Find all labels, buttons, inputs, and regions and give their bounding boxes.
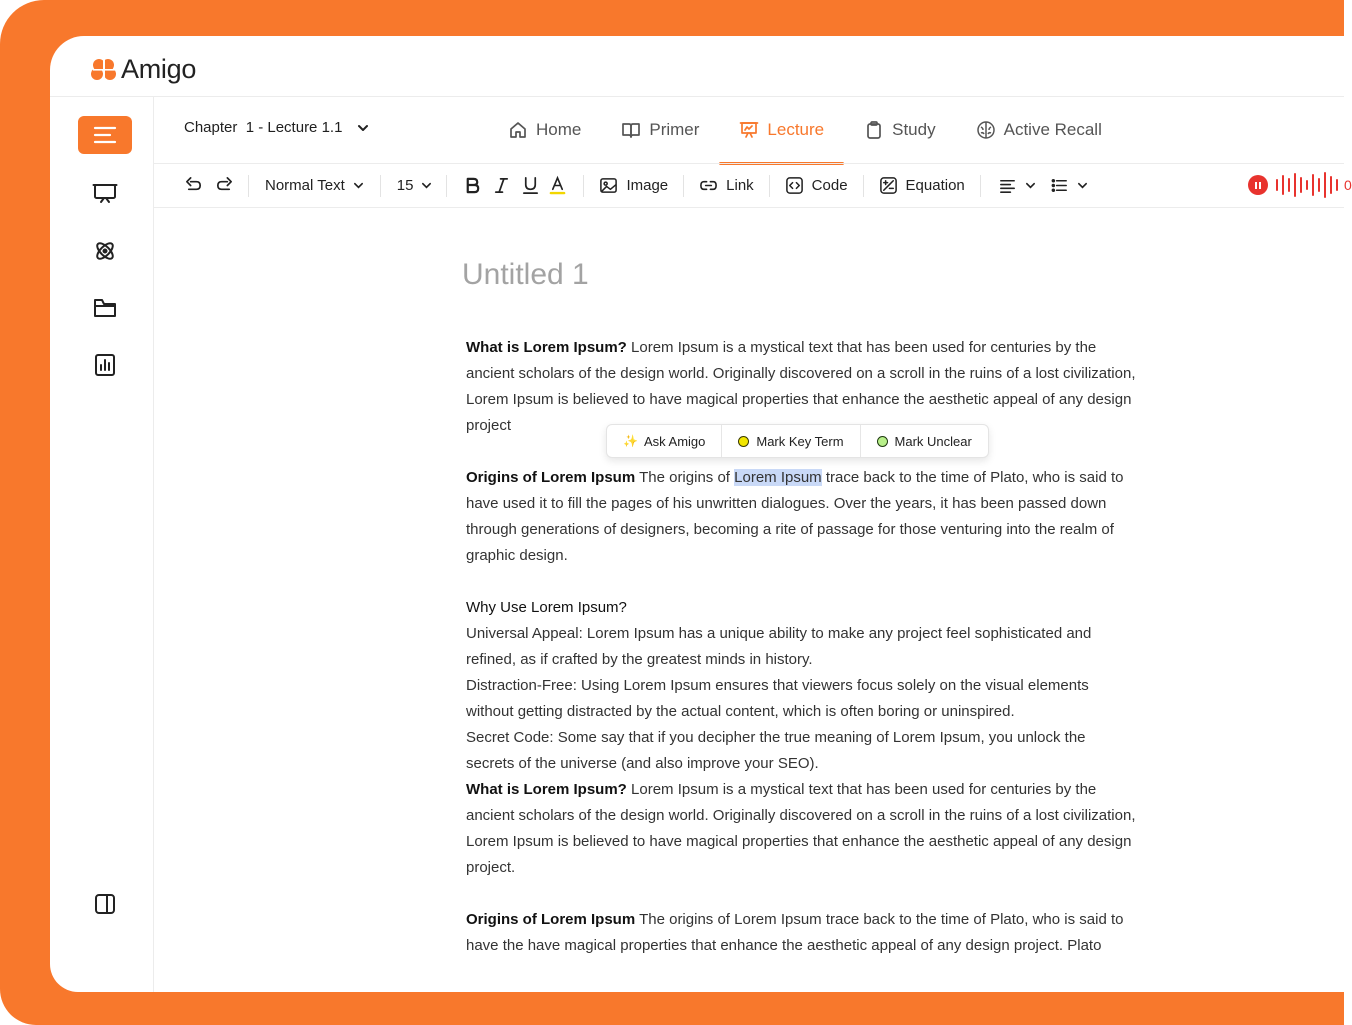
link-label: Link (726, 177, 754, 194)
image-label: Image (626, 177, 669, 194)
chart-icon (92, 352, 118, 378)
section-heading: Why Use Lorem Ipsum? (466, 599, 627, 616)
text-style-dropdown[interactable] (265, 177, 364, 194)
document-title[interactable]: Untitled 1 (462, 258, 589, 291)
paragraph-line: Universal Appeal: Lorem Ipsum has a unique ability to make any project feel sophisticated and refined, as if crafted by the greatest minds in history. (466, 625, 1092, 668)
toolbar-divider (863, 175, 864, 197)
mark-key-term-button[interactable] (721, 425, 859, 457)
paragraph-text: The origins of (635, 469, 735, 486)
bold-button[interactable] (463, 176, 482, 195)
equation-icon (879, 176, 898, 195)
mark-unclear-label: Mark Unclear (894, 433, 972, 449)
main-tabs (488, 96, 1122, 163)
code-icon (785, 176, 804, 195)
link-icon (699, 176, 718, 195)
toolbar-divider (380, 175, 381, 197)
selected-text[interactable]: Lorem Ipsum (734, 469, 822, 486)
sidebar-concepts-button[interactable] (78, 232, 132, 270)
paragraph-heading: Origins of Lorem Ipsum (466, 911, 636, 928)
tab-study[interactable] (844, 96, 955, 163)
chevron-down-icon (353, 180, 364, 191)
image-icon (599, 176, 618, 195)
bold-icon (463, 176, 482, 195)
audio-waveform (1276, 172, 1342, 198)
chevron-down-icon (356, 121, 370, 135)
font-size-value: 15 (396, 177, 414, 194)
key-term-dot-icon (738, 436, 749, 447)
code-label: Code (811, 177, 848, 194)
logo-text: Amigo (121, 54, 197, 84)
paragraph-line: Distraction-Free: Using Lorem Ipsum ensures that viewers focus solely on the visual elements without getting distracted by the actual content, which is often boring or uninspired. (466, 677, 1089, 720)
equation-label: Equation (905, 177, 965, 194)
chevron-down-icon (1077, 180, 1088, 191)
align-dropdown[interactable] (998, 176, 1036, 195)
menu-lines-icon (92, 122, 118, 148)
undo-icon (184, 176, 203, 195)
recording-time: 0 (1344, 177, 1352, 193)
book-icon (621, 120, 641, 140)
sidebar-folder-button[interactable] (78, 289, 132, 327)
tab-home-label: Home (536, 119, 582, 139)
paragraph-text: Lorem Ipsum is a mystical text that has been used for centuries by the ancient scholars of the design world. Originally discovered on a scroll in the ruins of a lost civilization, Lorem Ipsum is believed to have magical properties that enhance the aesthetic appeal of any design project (466, 339, 1136, 434)
tab-lecture-label: Lecture (767, 119, 825, 139)
italic-button[interactable] (492, 176, 511, 195)
redo-icon (215, 176, 234, 195)
pause-recording-button[interactable] (1248, 175, 1268, 195)
folder-icon (92, 295, 118, 321)
sidebar-lecture-button[interactable] (78, 175, 132, 213)
chevron-down-icon (1025, 180, 1036, 191)
list-dropdown[interactable] (1050, 176, 1088, 195)
tab-home[interactable] (488, 96, 601, 163)
paragraph (466, 465, 1138, 569)
brain-logo-icon (90, 57, 118, 83)
insert-link-button[interactable] (699, 176, 754, 195)
unclear-dot-icon (877, 436, 888, 447)
editor-toolbar (154, 163, 1352, 208)
insert-image-button[interactable] (599, 176, 668, 195)
toolbar-divider (980, 175, 981, 197)
sparkle-icon: ✨ (623, 434, 638, 448)
tab-active-recall-label: Active Recall (1003, 119, 1102, 139)
chapter-label: Chapter 1 - Lecture 1.1 (184, 119, 343, 136)
paragraph-text: trace back to the time of Plato, who is said to have used it to fill the pages of his unwritten dialogues. Over the years, it has been passed down through generations of designers, becoming a rite of passage for those venturing into the realm of graphic design. (466, 469, 1124, 564)
bullet-list-icon (1050, 176, 1069, 195)
ask-amigo-button[interactable] (607, 425, 721, 457)
toolbar-divider (583, 175, 584, 197)
tab-primer-label: Primer (649, 119, 700, 139)
clipboard-icon (864, 120, 884, 140)
tab-lecture[interactable] (719, 96, 844, 163)
sidebar-panel-toggle[interactable] (78, 885, 132, 923)
underline-icon (521, 176, 540, 195)
toolbar-divider (248, 175, 249, 197)
paragraph-line: Secret Code: Some say that if you decipher the true meaning of Lorem Ipsum, you unlock the secrets of the universe (and also improve your SEO). (466, 729, 1086, 772)
insert-code-button[interactable] (785, 176, 848, 195)
toolbar-divider (683, 175, 684, 197)
paragraph (466, 595, 1138, 621)
home-icon (508, 120, 528, 140)
tab-study-label: Study (892, 119, 936, 139)
logo[interactable] (90, 54, 196, 85)
presentation-icon (739, 120, 759, 140)
mark-key-term-label: Mark Key Term (756, 433, 844, 449)
undo-button[interactable] (184, 176, 203, 195)
text-style-value: Normal Text (265, 177, 345, 194)
sidebar-menu-button[interactable] (78, 116, 132, 154)
tab-primer[interactable] (601, 96, 719, 163)
underline-button[interactable] (521, 176, 540, 195)
italic-icon (492, 176, 511, 195)
brain-icon (976, 120, 996, 140)
audio-recorder (1248, 172, 1352, 198)
sidebar (50, 97, 154, 992)
sidebar-stats-button[interactable] (78, 346, 132, 384)
atom-icon (92, 238, 118, 264)
paragraph-heading: Origins of Lorem Ipsum (466, 469, 636, 486)
paragraph-text: The origins of Lorem Ipsum trace back to the time of Plato, who is said to have the have magical properties that enhance the aesthetic appeal of any design project. Plato (466, 911, 1124, 954)
font-size-dropdown[interactable] (397, 177, 433, 194)
paragraph (466, 907, 1138, 959)
paragraph-heading: What is Lorem Ipsum? (466, 339, 627, 356)
redo-button[interactable] (215, 176, 234, 195)
insert-equation-button[interactable] (879, 176, 965, 195)
align-left-icon (998, 176, 1017, 195)
panel-toggle-icon (92, 891, 118, 917)
text-color-icon (548, 176, 567, 195)
toolbar-divider (769, 175, 770, 197)
top-bar (50, 36, 1344, 97)
tab-active-recall[interactable] (956, 96, 1122, 163)
mark-unclear-button[interactable] (860, 425, 988, 457)
text-color-button[interactable] (548, 176, 567, 195)
paragraph-text: Lorem Ipsum is a mystical text that has been used for centuries by the ancient scholars of the design world. Originally discovered on a scroll in the ruins of a lost civilization, Lorem Ipsum is believed to have magical properties that enhance the aesthetic appeal of any design project. (466, 781, 1136, 876)
paragraph-heading: What is Lorem Ipsum? (466, 781, 627, 798)
chapter-selector[interactable] (184, 119, 370, 136)
app-window (50, 36, 1352, 992)
presentation-icon (92, 181, 118, 207)
paragraph (466, 777, 1138, 881)
selection-menu (606, 424, 989, 458)
toolbar-divider (446, 175, 447, 197)
ask-amigo-label: Ask Amigo (643, 433, 706, 449)
chevron-down-icon (421, 180, 432, 191)
